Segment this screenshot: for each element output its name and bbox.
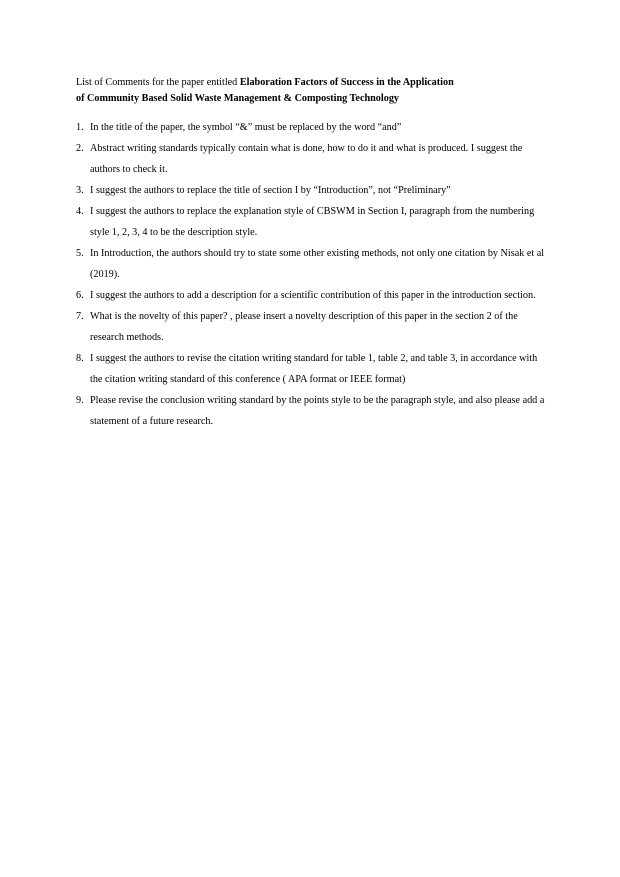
comment-item	[76, 306, 550, 348]
comment-text: In the title of the paper, the symbol “&” must be replaced by the word “and”	[90, 122, 402, 133]
comments-list	[76, 117, 550, 432]
comment-number: 5.	[76, 248, 84, 259]
comment-item	[76, 243, 550, 285]
comment-text: Abstract writing standards typically contain what is done, how to do it and what is produced. I suggest the authors to check it.	[90, 143, 523, 175]
comment-number: 4.	[76, 206, 84, 217]
comment-number: 8.	[76, 353, 84, 364]
comment-text: I suggest the authors to replace the title of section I by “Introduction”, not “Preliminary”	[90, 185, 451, 196]
comment-number: 7.	[76, 311, 84, 322]
comment-text: Please revise the conclusion writing standard by the points style to be the paragraph style, and also please add a statement of a future research.	[90, 395, 545, 427]
comment-item	[76, 138, 550, 180]
comment-text: I suggest the authors to add a description for a scientific contribution of this paper in the introduction section.	[90, 290, 536, 301]
comment-item	[76, 201, 550, 243]
comment-item	[76, 390, 550, 432]
paper-title-line1: Elaboration Factors of Success in the Application	[239, 77, 454, 88]
comment-item	[76, 180, 550, 201]
comment-text: In Introduction, the authors should try to state some other existing methods, not only one citation by Nisak et al (2019).	[90, 248, 545, 280]
paper-title-line2: of Community Based Solid Waste Management & Composting Technology	[76, 93, 400, 104]
comment-number: 9.	[76, 395, 84, 406]
comment-item	[76, 117, 550, 138]
header-prefix: List of Comments for the paper entitled	[76, 77, 240, 88]
comment-number: 2.	[76, 143, 84, 154]
comment-number: 1.	[76, 122, 84, 133]
comment-number: 6.	[76, 290, 84, 301]
comment-text: What is the novelty of this paper? , please insert a novelty description of this paper in the section 2 of the research methods.	[90, 311, 518, 343]
comment-item	[76, 348, 550, 390]
comment-number: 3.	[76, 185, 84, 196]
comment-text: I suggest the authors to revise the citation writing standard for table 1, table 2, and table 3, in accordance with the citation writing standard of this conference ( APA format or IEEE format)	[90, 353, 538, 385]
document-header	[76, 75, 556, 107]
comment-text: I suggest the authors to replace the explanation style of CBSWM in Section I, paragraph from the numbering style 1, 2, 3, 4 to be the description style.	[90, 206, 535, 238]
comment-item	[76, 285, 550, 306]
